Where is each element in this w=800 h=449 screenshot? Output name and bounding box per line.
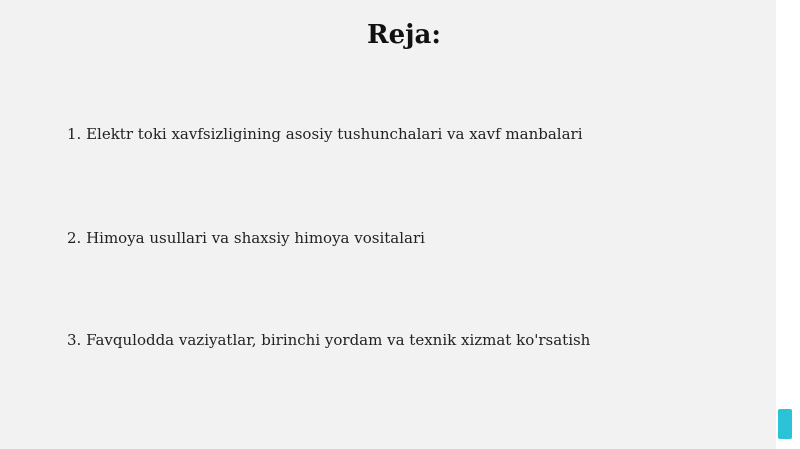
plan-item-3: 3. Favqulodda vaziyatlar, birinchi yordam va texnik xizmat ko'rsatish bbox=[67, 331, 591, 349]
slide-title: Reja: bbox=[366, 20, 441, 50]
plan-item-1: 1. Elektr toki xavfsizligining asosiy tushunchalari va xavf manbalari bbox=[67, 125, 583, 143]
scrollbar-thumb[interactable] bbox=[778, 409, 792, 439]
plan-item-2: 2. Himoya usullari va shaxsiy himoya vositalari bbox=[67, 229, 425, 247]
scrollbar-track[interactable] bbox=[776, 0, 800, 449]
